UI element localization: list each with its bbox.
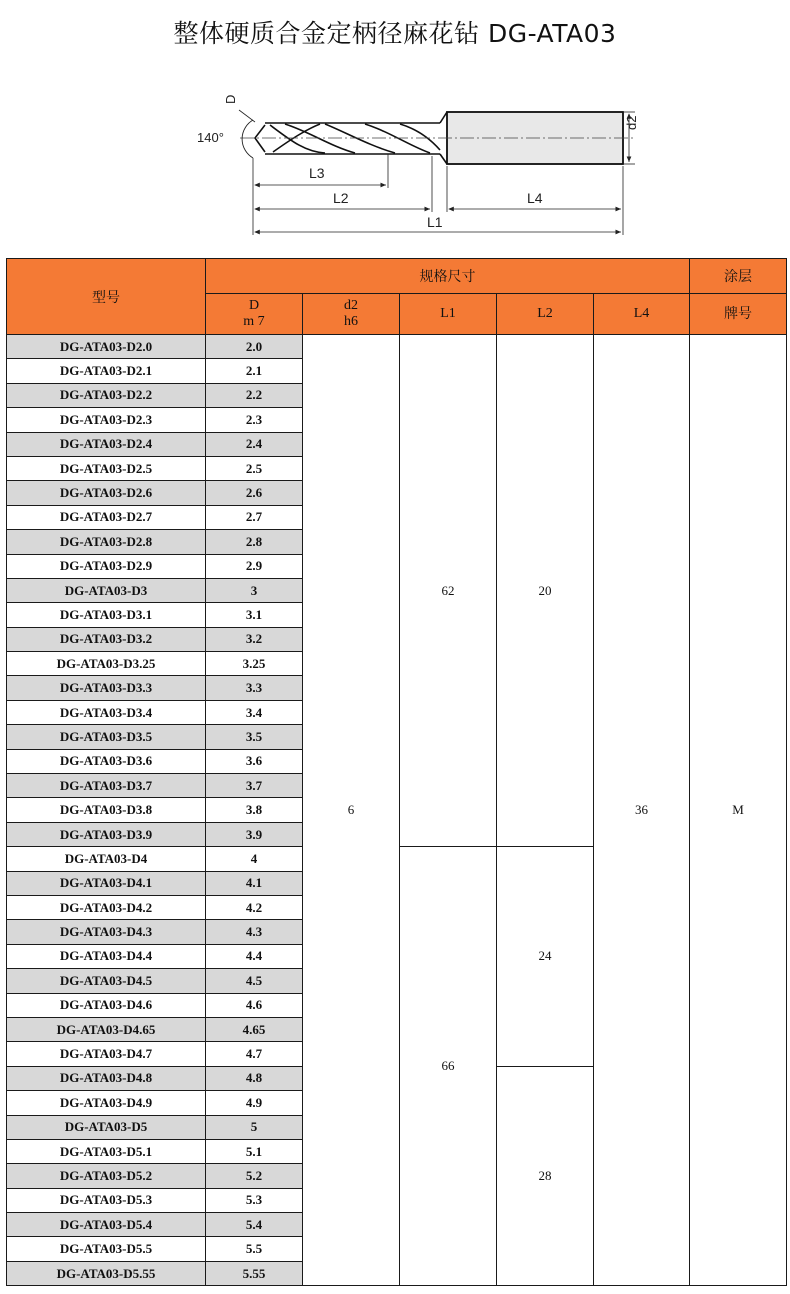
diameter-cell: 3.3 [206,676,303,700]
angle-label: 140° [197,130,224,145]
model-cell: DG-ATA03-D5.2 [7,1164,206,1188]
diameter-cell: 2.8 [206,530,303,554]
header-spec: 规格尺寸 [206,259,690,294]
d-label: D [223,94,238,104]
model-cell: DG-ATA03-D3.8 [7,798,206,822]
model-cell: DG-ATA03-D4.6 [7,993,206,1017]
l1-cell: 66 [400,847,497,1286]
model-cell: DG-ATA03-D4.1 [7,871,206,895]
model-cell: DG-ATA03-D5.5 [7,1237,206,1261]
model-cell: DG-ATA03-D4.5 [7,969,206,993]
model-cell: DG-ATA03-D4.7 [7,1042,206,1066]
header-d2-line2: h6 [344,314,358,329]
l4-label: L4 [527,190,543,206]
diameter-cell: 5.55 [206,1261,303,1285]
l2-cell: 20 [497,335,594,847]
model-cell: DG-ATA03-D3.3 [7,676,206,700]
l2-cell: 24 [497,847,594,1067]
diameter-cell: 4.4 [206,944,303,968]
header-l4: L4 [594,294,690,335]
l1-cell: 62 [400,335,497,847]
diameter-cell: 2.3 [206,408,303,432]
model-cell: DG-ATA03-D4.65 [7,1017,206,1041]
model-cell: DG-ATA03-D2.6 [7,481,206,505]
diameter-cell: 4.3 [206,920,303,944]
diameter-cell: 5.1 [206,1139,303,1163]
header-coating: 涂层 [690,259,787,294]
header-brand: 牌号 [690,294,787,335]
model-cell: DG-ATA03-D2.0 [7,335,206,359]
l3-label: L3 [309,165,325,181]
diameter-cell: 3 [206,578,303,602]
diameter-cell: 3.2 [206,627,303,651]
model-cell: DG-ATA03-D3.5 [7,725,206,749]
brand-cell: M [690,335,787,1286]
diameter-cell: 2.4 [206,432,303,456]
l1-label: L1 [427,214,443,230]
diameter-cell: 3.1 [206,603,303,627]
l4-cell: 36 [594,335,690,1286]
diameter-cell: 4.5 [206,969,303,993]
model-cell: DG-ATA03-D5.55 [7,1261,206,1285]
diameter-cell: 2.1 [206,359,303,383]
d2-cell: 6 [303,335,400,1286]
diameter-cell: 4.9 [206,1091,303,1115]
model-cell: DG-ATA03-D4.8 [7,1066,206,1090]
diameter-cell: 4 [206,847,303,871]
diameter-cell: 2.0 [206,335,303,359]
diameter-cell: 2.2 [206,383,303,407]
header-l1: L1 [400,294,497,335]
diameter-cell: 3.7 [206,774,303,798]
diameter-cell: 5.5 [206,1237,303,1261]
header-d [206,294,303,335]
diameter-cell: 5 [206,1115,303,1139]
diameter-cell: 5.2 [206,1164,303,1188]
d2-label: d2 [624,115,639,130]
table-row [7,335,787,359]
model-cell: DG-ATA03-D2.8 [7,530,206,554]
spec-table [6,258,787,1286]
model-cell: DG-ATA03-D2.5 [7,456,206,480]
model-cell: DG-ATA03-D2.1 [7,359,206,383]
l2-label: L2 [333,190,349,206]
model-cell: DG-ATA03-D5 [7,1115,206,1139]
header-l2: L2 [497,294,594,335]
model-cell: DG-ATA03-D3.9 [7,822,206,846]
model-cell: DG-ATA03-D5.3 [7,1188,206,1212]
model-cell: DG-ATA03-D3.4 [7,700,206,724]
header-d2-line1: d2 [344,298,358,313]
header-d2 [303,294,400,335]
page-title: 整体硬质合金定柄径麻花钻 DG-ATA03 [173,19,617,48]
diameter-cell: 2.9 [206,554,303,578]
model-cell: DG-ATA03-D4.2 [7,895,206,919]
diameter-cell: 2.6 [206,481,303,505]
model-cell: DG-ATA03-D2.9 [7,554,206,578]
model-cell: DG-ATA03-D5.4 [7,1213,206,1237]
diameter-cell: 3.6 [206,749,303,773]
model-cell: DG-ATA03-D4.4 [7,944,206,968]
diameter-cell: 3.25 [206,652,303,676]
model-cell: DG-ATA03-D3.25 [7,652,206,676]
diameter-cell: 3.8 [206,798,303,822]
diameter-cell: 4.6 [206,993,303,1017]
diameter-cell: 4.8 [206,1066,303,1090]
header-model: 型号 [7,259,206,335]
model-cell: DG-ATA03-D4.9 [7,1091,206,1115]
model-cell: DG-ATA03-D5.1 [7,1139,206,1163]
l2-cell: 28 [497,1066,594,1286]
diameter-cell: 4.2 [206,895,303,919]
diameter-cell: 4.65 [206,1017,303,1041]
diameter-cell: 2.5 [206,456,303,480]
spec-table-body [7,335,787,1286]
diameter-cell: 3.9 [206,822,303,846]
model-cell: DG-ATA03-D2.3 [7,408,206,432]
model-cell: DG-ATA03-D4.3 [7,920,206,944]
diameter-cell: 4.7 [206,1042,303,1066]
diameter-cell: 3.4 [206,700,303,724]
header-d-line1: D [248,298,260,313]
diameter-cell: 3.5 [206,725,303,749]
diameter-cell: 5.3 [206,1188,303,1212]
model-cell: DG-ATA03-D4 [7,847,206,871]
model-cell: DG-ATA03-D3.7 [7,774,206,798]
model-cell: DG-ATA03-D3.1 [7,603,206,627]
model-cell: DG-ATA03-D3.2 [7,627,206,651]
model-cell: DG-ATA03-D2.2 [7,383,206,407]
diameter-cell: 4.1 [206,871,303,895]
diameter-cell: 5.4 [206,1213,303,1237]
diameter-cell: 2.7 [206,505,303,529]
header-d-line2: m 7 [243,314,265,329]
model-cell: DG-ATA03-D2.4 [7,432,206,456]
model-cell: DG-ATA03-D3 [7,578,206,602]
model-cell: DG-ATA03-D2.7 [7,505,206,529]
drill-diagram [195,80,639,240]
model-cell: DG-ATA03-D3.6 [7,749,206,773]
